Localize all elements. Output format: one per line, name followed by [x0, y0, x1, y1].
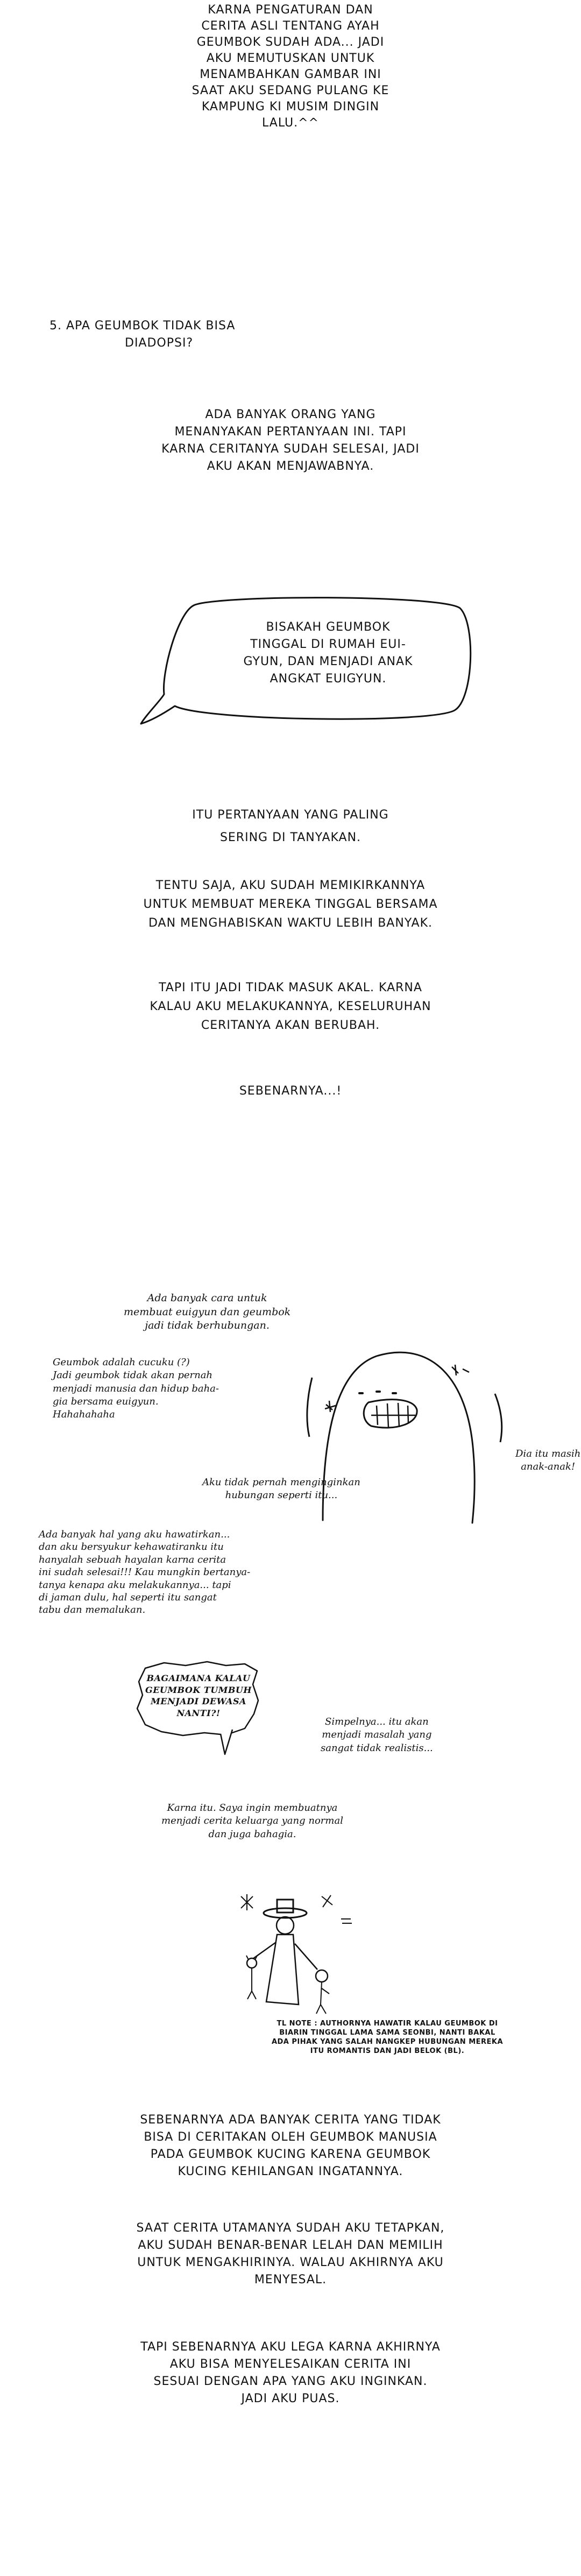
text-line: MENJADI DEWASA — [151, 1696, 246, 1707]
text-line: dan juga bahagia. — [208, 1828, 296, 1840]
text-line: BAGAIMANA KALAU — [146, 1673, 251, 1683]
text-line: KALAU AKU MELAKUKANNYA, KESELURUHAN — [150, 1000, 431, 1013]
text-line: GEUMBOK SUDAH ADA... JADI — [196, 36, 385, 49]
text-line: TENTU SAJA, AKU SUDAH MEMIKIRKANNYA — [155, 879, 426, 892]
text-line: MENAMBAHKAN GAMBAR INI — [200, 68, 381, 81]
text-line: di jaman dulu, hal seperti itu sangat — [39, 1591, 217, 1603]
text-line: Geumbok adalah cucuku (?) — [53, 1357, 190, 1368]
text-line: ADA BANYAK ORANG YANG — [205, 408, 376, 421]
text-line: menjadi masalah yang — [322, 1729, 432, 1741]
text-line: sangat tidak realistis... — [321, 1742, 433, 1754]
closing-paragraph-2 — [48, 2220, 533, 2289]
text-line: hubungan seperti itu... — [225, 1490, 338, 1501]
text-line: jadi tidak berhubungan. — [145, 1319, 270, 1332]
text-line: UNTUK MENGAKHIRINYA. WALAU AKHIRNYA AKU — [137, 2256, 444, 2269]
text-line: KAMPUNG KI MUSIM DINGIN — [201, 100, 380, 114]
text-line: Karna itu. Saya ingin membuatnya — [167, 1802, 338, 1813]
text-line: membuat euigyun dan geumbok — [124, 1305, 291, 1318]
text-line: SERING DI TANYAKAN. — [219, 831, 362, 844]
text-line: ini sudah selesai!!! Kau mungkin bertanya- — [39, 1566, 251, 1578]
text-line: NANTI?! — [176, 1707, 221, 1718]
text-line: tabu dan memalukan. — [39, 1604, 146, 1616]
text-line: GYUN, DAN MENJADI ANAK — [243, 655, 413, 668]
text-line: CERITANYA AKAN BERUBAH. — [201, 1019, 380, 1032]
text-line: BIARIN TINGGAL LAMA SAMA SEONBI, NANTI BAKAL — [279, 2029, 495, 2037]
tl-note — [237, 2019, 538, 2056]
text-line: TINGGAL DI RUMAH EUI- — [250, 638, 406, 651]
text-line: BISAKAH GEUMBOK — [266, 620, 391, 634]
text-line: SAAT AKU SEDANG PULANG KE — [192, 84, 389, 97]
text-line: Ada banyak hal yang aku hawatirkan... — [39, 1529, 230, 1540]
text-line: DIADOPSI? — [125, 336, 194, 350]
text-line: MENANYAKAN PERTANYAAN INI. TAPI — [174, 425, 407, 439]
text-line: MENYESAL. — [254, 2273, 327, 2286]
closing-paragraph-3 — [48, 2339, 533, 2408]
text-line: GEUMBOK TUMBUH — [145, 1684, 252, 1695]
text-line: TAPI SEBENARNYA AKU LEGA KARNA AKHIRNYA — [140, 2340, 441, 2354]
text-line: Simpelnya... itu akan — [325, 1716, 429, 1727]
text-line: TL NOTE : AUTHORNYA HAWATIR KALAU GEUMBOK DI — [277, 2020, 498, 2028]
text-line: ADA PIHAK YANG SALAH NANGKEP HUBUNGAN MEREKA — [271, 2038, 504, 2046]
text-line: UNTUK MEMBUAT MEREKA TINGGAL BERSAMA — [143, 898, 438, 911]
text-line: PADA GEUMBOK KUCING KARENA GEUMBOK — [150, 2148, 431, 2161]
text-line: Jadi geumbok tidak akan pernah — [53, 1370, 213, 1381]
text-line: AKU BISA MENYELESAIKAN CERITA INI — [169, 2358, 412, 2371]
text-line: ANGKAT EUIGYUN. — [270, 672, 387, 686]
text-line: Hahahahaha — [53, 1409, 115, 1421]
text-line: SAAT CERITA UTAMANYA SUDAH AKU TETAPKAN, — [136, 2221, 445, 2235]
text-line: LALU.^^ — [262, 116, 319, 130]
text-line: menjadi manusia dan hidup baha- — [53, 1382, 219, 1394]
text-line: menjadi cerita keluarga yang normal — [161, 1815, 343, 1827]
text-line: Dia itu masih — [515, 1448, 581, 1459]
text-line: ITU PERTANYAAN YANG PALING — [192, 808, 389, 822]
text-line: CERITA ASLI TENTANG AYAH — [201, 19, 380, 33]
text-line: dan aku bersyukur kehawatiranku itu — [39, 1541, 224, 1553]
text-line: SEBENARNYA...! — [239, 1084, 342, 1098]
text-line: JADI AKU PUAS. — [241, 2392, 340, 2405]
text-line: AKU MEMUTUSKAN UNTUK — [206, 52, 375, 65]
text-line: hanyalah sebuah hayalan karna cerita — [39, 1554, 226, 1565]
text-line: SEBENARNYA ADA BANYAK CERITA YANG TIDAK — [140, 2113, 441, 2127]
text-line: BISA DI CERITAKAN OLEH GEUMBOK MANUSIA — [144, 2130, 437, 2144]
text-line: AKU SUDAH BENAR-BENAR LELAH DAN MEMILIH — [138, 2239, 443, 2252]
text-line: KUCING KEHILANGAN INGATANNYA. — [178, 2165, 403, 2178]
text-line: KARNA PENGATURAN DAN — [208, 3, 373, 17]
text-line: Aku tidak pernah menginginkan — [202, 1477, 360, 1488]
text-line: KARNA CERITANYA SUDAH SELESAI, JADI — [161, 442, 420, 456]
closing-paragraph-1 — [48, 2112, 533, 2180]
text-line: ITU ROMANTIS DAN JADI BELOK (BL). — [310, 2047, 465, 2055]
text-line: tanya kenapa aku melakukannya... tapi — [39, 1579, 231, 1591]
text-line: Ada banyak cara untuk — [147, 1292, 267, 1304]
text-line: gia bersama euigyun. — [53, 1395, 159, 1407]
text-line: 5. APA GEUMBOK TIDAK BISA — [49, 319, 236, 333]
text-line: TAPI ITU JADI TIDAK MASUK AKAL. KARNA — [159, 981, 422, 994]
text-line: DAN MENGHABISKAN WAKTU LEBIH BANYAK. — [148, 916, 433, 930]
text-line: SESUAI DENGAN APA YANG AKU INGINKAN. — [153, 2375, 428, 2388]
text-line: anak-anak! — [521, 1461, 576, 1473]
text-line: AKU AKAN MENJAWABNYA. — [207, 460, 374, 473]
